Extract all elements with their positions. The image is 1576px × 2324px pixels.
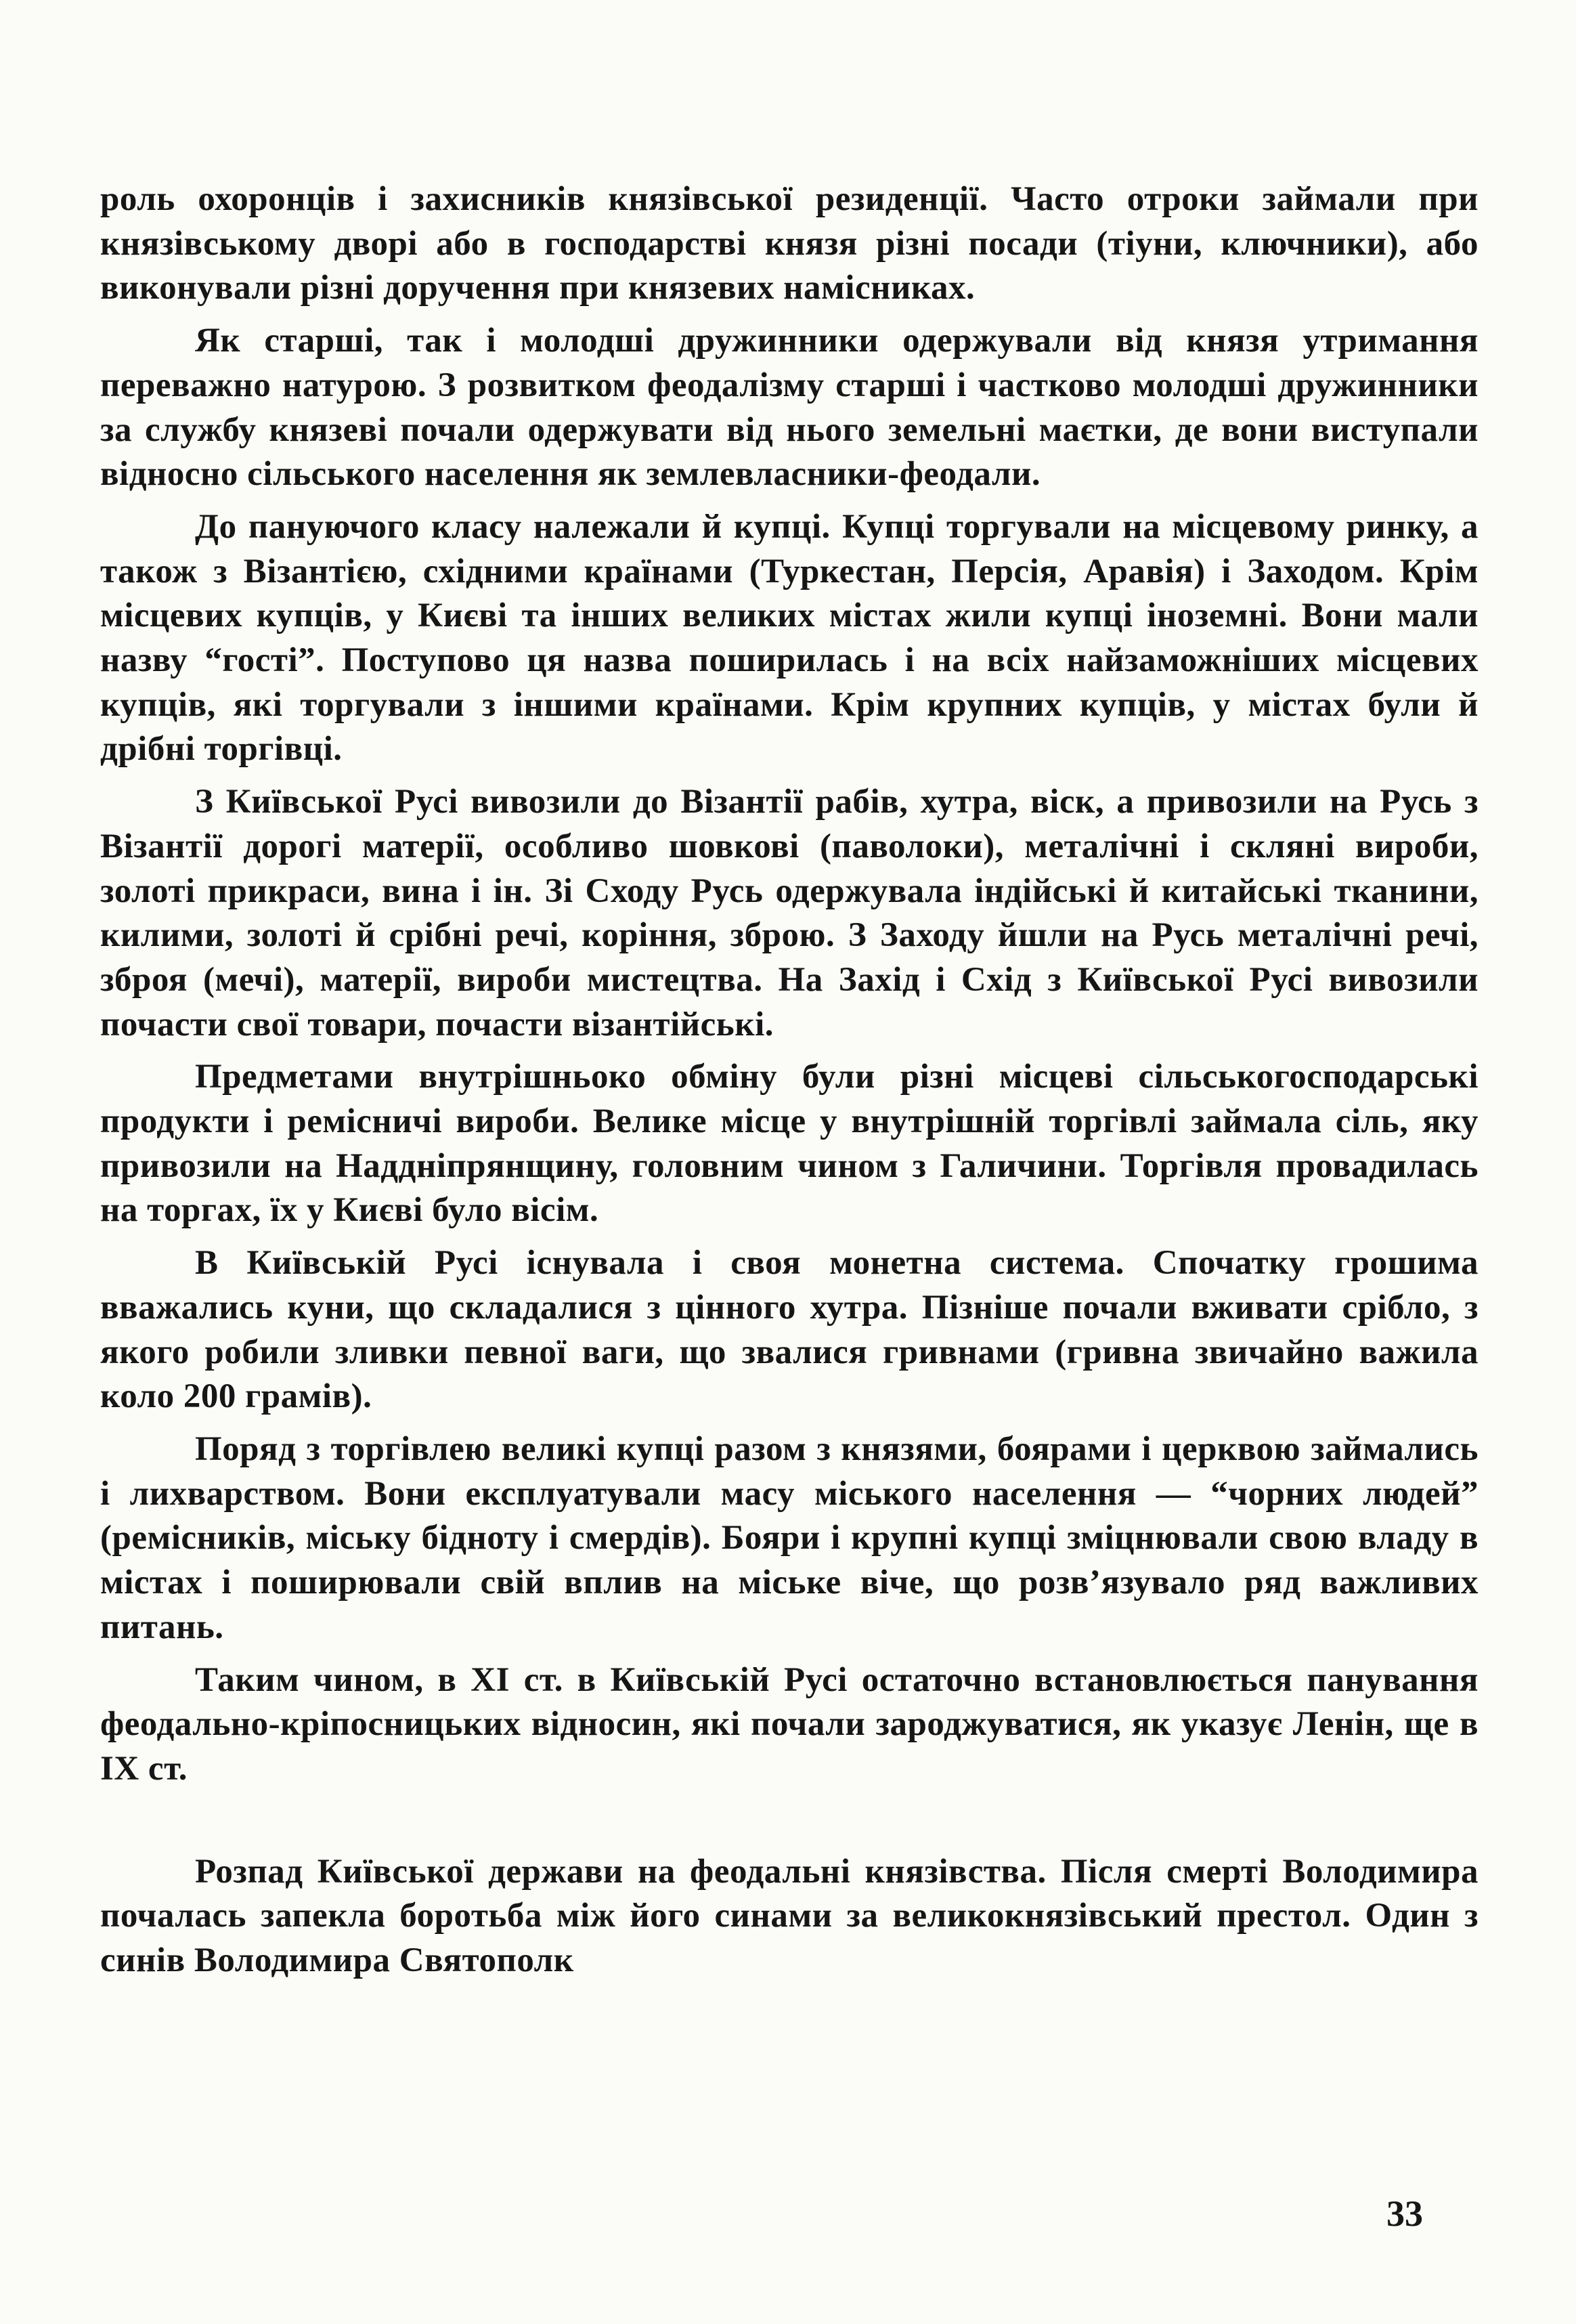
paragraph: Таким чином, в XI ст. в Київській Русі остаточно встановлюється панування феодально-кріпосницьких відносин, які почали зароджуватися, як указує Ленін, ще в IX ст. [100, 1660, 1479, 1788]
section-paragraph [100, 1850, 1479, 1983]
section-text: Після смерті Володимира почалась запекла боротьба між його синами за великокнязівський престол. Один з синів Володимира Святополк [100, 1852, 1479, 1980]
paragraph: Поряд з торгівлею великі купці разом з князями, боярами і церквою займались і лихварством. Вони експлуатували масу міського населення — “чорних людей” (ремісників, міську бідноту і смердів). Бояри і крупні купці зміцнювали свою владу в містах і поширювали свій вплив на міське віче, що розв’язувало ряд важливих питань. [100, 1429, 1479, 1646]
paragraph: Предметами внутрішньоко обміну були різні місцеві сільськогосподарські продукти і ремісничі вироби. Велике місце у внутрішній торгівлі займала сіль, яку привозили на Наддніпрянщину, головним чином з Галичини. Торгівля провадилась на торгах, їх у Києві було вісім. [100, 1058, 1479, 1230]
paragraph: До пануючого класу належали й купці. Купці торгували на місцевому ринку, а також з Візантією, східними країнами (Туркестан, Персія, Аравія) і Заходом. Крім місцевих купців, у Києві та інших великих містах жили купці іноземні. Вони мали назву “гості”. Поступово ця назва поширилась і на всіх найзаможніших місцевих купців, які торгували з іншими країнами. Крім крупних купців, у містах були й дрібні торгівці. [100, 507, 1479, 769]
section-title: Розпад Київської держави на феодальні князівства. [195, 1852, 1047, 1891]
paragraph: З Київської Русі вивозили до Візантії рабів, хутра, віск, а привозили на Русь з Візантії дорогі матерії, особливо шовкові (паволоки), металічні і скляні вироби, золоті прикраси, вина і ін. Зі Сходу Русь одержувала індійські й китайські тканини, килими, золоті й срібні речі, коріння, зброю. З Заходу йшли на Русь металічні речі, зброя (мечі), матерії, вироби мистецтва. На Захід і Схід з Київської Русі вивозили почасти свої товари, почасти візантійські. [100, 783, 1479, 1043]
paragraph: роль охоронців і захисників князівської резиденції. Часто отроки займали при князівському дворі або в господарстві князя різні посади (тіуни, ключники), або виконували різні доручення при князевих намісниках. [100, 180, 1479, 307]
paragraph: Як старші, так і молодші дружинники одержували від князя утримання переважно натурою. З розвитком феодалізму старші і частково молодші дружинники за службу князеві почали одержувати від нього земельні маєтки, де вони виступали відносно сільського населення як землевласники-феодали. [100, 322, 1479, 494]
page-body [100, 177, 1479, 2018]
page-number: 33 [1386, 2193, 1423, 2234]
paragraph: В Київській Русі існувала і своя монетна система. Спочатку грошима вважались куни, що складалися з цінного хутра. Пізніше почали вживати срібло, з якого робили зливки певної ваги, що звалися гривнами (гривна звичайно важила коло 200 грамів). [100, 1244, 1479, 1416]
